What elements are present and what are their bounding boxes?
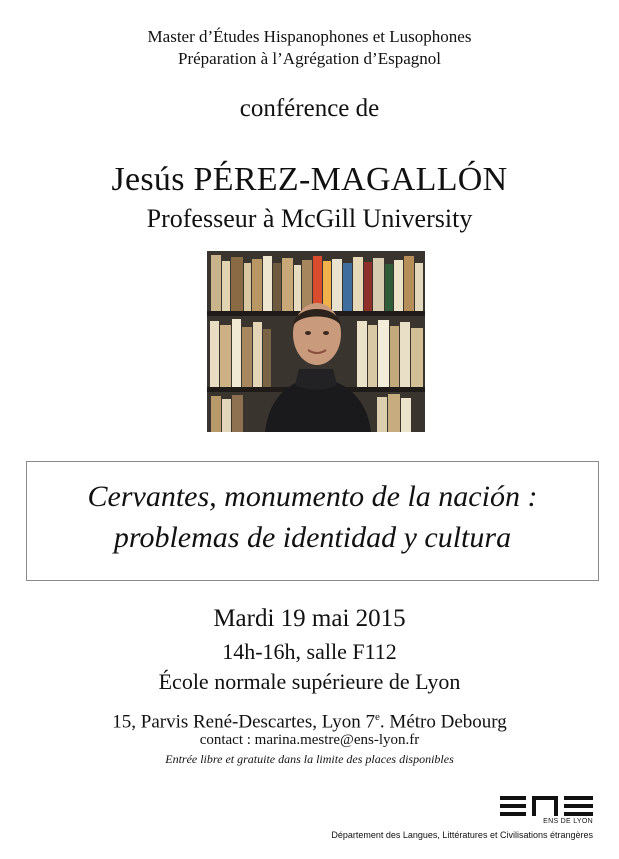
speaker-name: Jesús PÉREZ-MAGALLÓN	[111, 161, 508, 198]
event-date: Mardi 19 mai 2015	[213, 605, 406, 632]
address-superscript: e	[375, 711, 380, 723]
logo-subtitle: ENS DE LYON	[543, 818, 593, 825]
program-title-line1: Master d’Études Hispanophones et Lusophones	[147, 27, 472, 46]
talk-title-line1: Cervantes, monumento de la nación :	[87, 480, 538, 513]
address-main: 15, Parvis René-Descartes, Lyon 7	[112, 711, 376, 733]
speaker-affiliation: Professeur à McGill University	[146, 204, 473, 233]
event-address	[0, 705, 619, 734]
event-time-room: 14h-16h, salle F112	[222, 639, 397, 664]
department-name: Département des Langues, Littératures et Civilisations étrangères	[331, 830, 593, 840]
conference-label: conférence de	[239, 95, 380, 122]
entry-note: Entrée libre et gratuite dans la limite des places disponibles	[165, 752, 454, 766]
address-tail: . Métro Debourg	[379, 711, 507, 733]
event-institution: École normale supérieure de Lyon	[158, 669, 461, 694]
ens-lyon-logo	[500, 796, 593, 816]
talk-title-line2: problemas de identidad y cultura	[113, 521, 512, 554]
speaker-photo	[207, 251, 425, 432]
program-title-line2: Préparation à l’Agrégation d’Espagnol	[178, 49, 441, 68]
contact-email: contact : marina.mestre@ens-lyon.fr	[199, 732, 420, 748]
talk-title-box	[26, 461, 599, 581]
